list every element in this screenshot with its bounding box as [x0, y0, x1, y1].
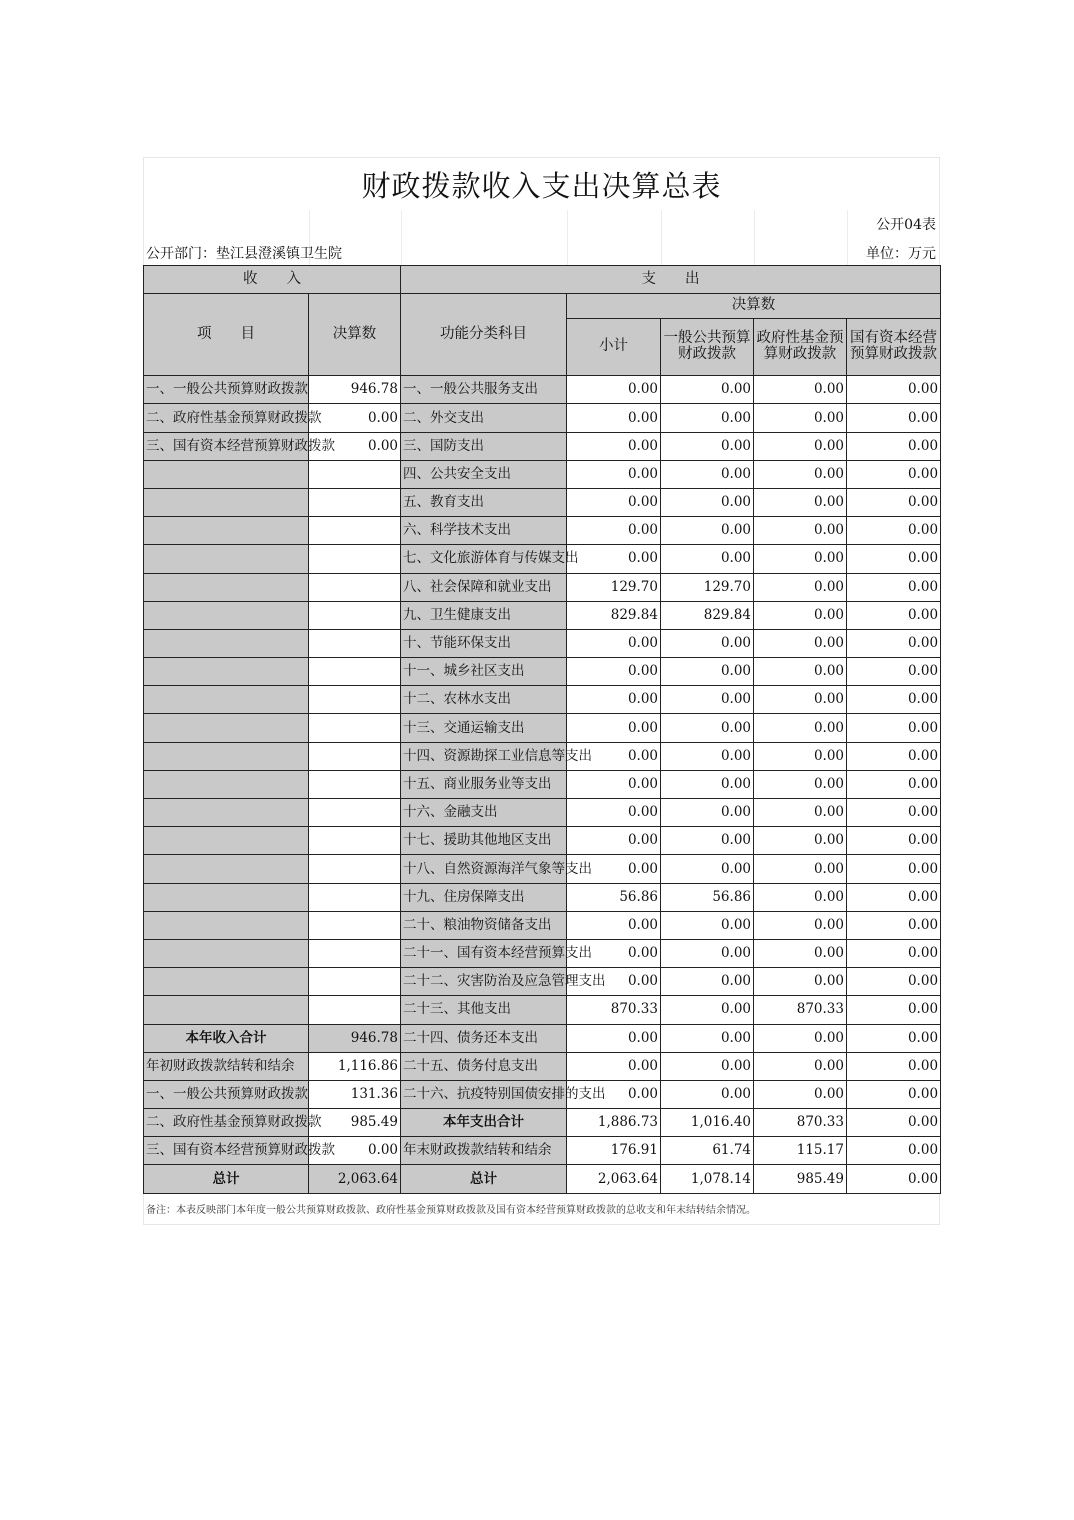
income-amount-cell: 0.00: [309, 432, 401, 460]
income-item-cell: [144, 827, 309, 855]
note-row: [143, 1194, 940, 1225]
table-row: [144, 686, 941, 714]
state-capital-cell: 0.00: [847, 517, 941, 545]
fund-budget-cell: 0.00: [754, 658, 847, 686]
state-capital-cell: 0.00: [847, 1165, 941, 1193]
expense-item-cell: 二十四、债务还本支出: [401, 1024, 567, 1052]
general-budget-cell: 0.00: [661, 1024, 754, 1052]
state-capital-cell: 0.00: [847, 742, 941, 770]
state-capital-cell: 0.00: [847, 855, 941, 883]
subtotal-cell: 0.00: [567, 714, 661, 742]
table-row: [144, 573, 941, 601]
state-header: 国有资本经营预算财政拨款: [847, 319, 941, 376]
unit-label: 单位：万元: [866, 246, 936, 262]
meta-row: [143, 210, 940, 265]
state-capital-cell: 0.00: [847, 996, 941, 1024]
table-row: [144, 404, 941, 432]
state-capital-cell: 0.00: [847, 1052, 941, 1080]
state-capital-cell: 0.00: [847, 827, 941, 855]
state-capital-cell: 0.00: [847, 939, 941, 967]
fund-budget-cell: 0.00: [754, 432, 847, 460]
expense-header: 支 出: [401, 266, 941, 294]
fund-budget-cell: 0.00: [754, 799, 847, 827]
income-item-cell: [144, 714, 309, 742]
subtotal-cell: 129.70: [567, 573, 661, 601]
table-row: [144, 855, 941, 883]
state-capital-cell: 0.00: [847, 658, 941, 686]
table-row: [144, 742, 941, 770]
income-item-cell: 年初财政拨款结转和结余: [144, 1052, 309, 1080]
expense-item-cell: 十九、住房保障支出: [401, 883, 567, 911]
general-budget-cell: 129.70: [661, 573, 754, 601]
amount-header: 决算数: [309, 294, 401, 376]
expense-item-cell: 三、国防支出: [401, 432, 567, 460]
subtotal-cell: 0.00: [567, 488, 661, 516]
subtotal-cell: 870.33: [567, 996, 661, 1024]
income-item-cell: [144, 460, 309, 488]
income-amount-cell: [309, 996, 401, 1024]
fund-budget-cell: 0.00: [754, 1080, 847, 1108]
income-amount-cell: [309, 601, 401, 629]
subtotal-cell: 2,063.64: [567, 1165, 661, 1193]
income-item-cell: 一、一般公共预算财政拨款: [144, 376, 309, 404]
subtotal-cell: 0.00: [567, 404, 661, 432]
state-capital-cell: 0.00: [847, 911, 941, 939]
income-item-cell: [144, 855, 309, 883]
state-capital-cell: 0.00: [847, 601, 941, 629]
fund-budget-cell: 870.33: [754, 996, 847, 1024]
income-amount-cell: 2,063.64: [309, 1165, 401, 1193]
general-budget-cell: 0.00: [661, 827, 754, 855]
expense-item-cell: 十八、自然资源海洋气象等支出: [401, 855, 567, 883]
fund-budget-cell: 0.00: [754, 1024, 847, 1052]
expense-item-cell: 二十二、灾害防治及应急管理支出: [401, 968, 567, 996]
subtotal-cell: 0.00: [567, 686, 661, 714]
subtotal-cell: 0.00: [567, 376, 661, 404]
expense-item-cell: 九、卫生健康支出: [401, 601, 567, 629]
subtotal-cell: 0.00: [567, 939, 661, 967]
expense-item-cell: 二十六、抗疫特别国债安排的支出: [401, 1080, 567, 1108]
func-header: 功能分类科目: [401, 294, 567, 376]
fund-budget-cell: 0.00: [754, 686, 847, 714]
income-amount-cell: 0.00: [309, 1137, 401, 1165]
subtotal-cell: 0.00: [567, 629, 661, 657]
expense-item-cell: 二十五、债务付息支出: [401, 1052, 567, 1080]
general-budget-cell: 1,016.40: [661, 1109, 754, 1137]
income-amount-cell: [309, 742, 401, 770]
table-row: [144, 629, 941, 657]
expense-item-cell: 二十、粮油物资储备支出: [401, 911, 567, 939]
table-row: [144, 601, 941, 629]
expense-item-cell: 十七、援助其他地区支出: [401, 827, 567, 855]
table-row: [144, 883, 941, 911]
table-row: [144, 770, 941, 798]
table-row: [144, 799, 941, 827]
fund-budget-cell: 0.00: [754, 517, 847, 545]
income-amount-cell: 946.78: [309, 376, 401, 404]
table-row: [144, 545, 941, 573]
subtotal-cell: 0.00: [567, 517, 661, 545]
income-amount-cell: [309, 658, 401, 686]
general-budget-cell: 0.00: [661, 770, 754, 798]
income-item-cell: 总计: [144, 1165, 309, 1193]
table-row: [144, 1137, 941, 1165]
income-amount-cell: [309, 686, 401, 714]
income-item-cell: [144, 488, 309, 516]
subtotal-cell: 0.00: [567, 799, 661, 827]
income-amount-cell: [309, 911, 401, 939]
subtotal-header: 小计: [567, 319, 661, 376]
general-budget-cell: 0.00: [661, 488, 754, 516]
income-item-cell: [144, 686, 309, 714]
table-row: [144, 714, 941, 742]
income-item-cell: [144, 629, 309, 657]
expense-item-cell: 八、社会保障和就业支出: [401, 573, 567, 601]
state-capital-cell: 0.00: [847, 545, 941, 573]
fund-budget-cell: 0.00: [754, 545, 847, 573]
fund-budget-cell: 0.00: [754, 883, 847, 911]
fund-budget-cell: 0.00: [754, 488, 847, 516]
general-budget-cell: 0.00: [661, 968, 754, 996]
income-item-cell: 三、国有资本经营预算财政拨款: [144, 1137, 309, 1165]
income-item-cell: [144, 939, 309, 967]
income-amount-cell: [309, 517, 401, 545]
income-amount-cell: 0.00: [309, 404, 401, 432]
expense-item-cell: 十五、商业服务业等支出: [401, 770, 567, 798]
general-budget-cell: 1,078.14: [661, 1165, 754, 1193]
expense-item-cell: 一、一般公共服务支出: [401, 376, 567, 404]
general-budget-cell: 0.00: [661, 1052, 754, 1080]
table-row: [144, 460, 941, 488]
general-budget-cell: 0.00: [661, 629, 754, 657]
fund-budget-cell: 0.00: [754, 376, 847, 404]
expense-item-cell: 二、外交支出: [401, 404, 567, 432]
fund-budget-cell: 870.33: [754, 1109, 847, 1137]
subtotal-cell: 0.00: [567, 911, 661, 939]
fund-budget-cell: 115.17: [754, 1137, 847, 1165]
state-capital-cell: 0.00: [847, 376, 941, 404]
subtotal-cell: 0.00: [567, 742, 661, 770]
general-budget-cell: 0.00: [661, 1080, 754, 1108]
expense-item-cell: 本年支出合计: [401, 1109, 567, 1137]
table-row: [144, 517, 941, 545]
income-item-cell: [144, 742, 309, 770]
state-capital-cell: 0.00: [847, 968, 941, 996]
income-item-cell: 二、政府性基金预算财政拨款: [144, 404, 309, 432]
footnote: 备注：本表反映部门本年度一般公共预算财政拨款、政府性基金预算财政拨款及国有资本经营预算财政拨款的总收支和年末结转结余情况。: [146, 1204, 756, 1216]
income-item-cell: [144, 573, 309, 601]
state-capital-cell: 0.00: [847, 714, 941, 742]
general-budget-cell: 0.00: [661, 911, 754, 939]
general-budget-cell: 829.84: [661, 601, 754, 629]
subtotal-cell: 0.00: [567, 658, 661, 686]
subtotal-cell: 0.00: [567, 545, 661, 573]
income-amount-cell: [309, 629, 401, 657]
general-budget-cell: 0.00: [661, 996, 754, 1024]
expense-item-cell: 总计: [401, 1165, 567, 1193]
income-amount-cell: [309, 488, 401, 516]
income-amount-cell: [309, 573, 401, 601]
income-item-cell: [144, 968, 309, 996]
income-amount-cell: 946.78: [309, 1024, 401, 1052]
department-label: 公开部门：垫江县澄溪镇卫生院: [146, 246, 342, 262]
income-amount-cell: [309, 968, 401, 996]
title-row: [143, 157, 940, 210]
form-number: 公开04表: [876, 217, 936, 233]
state-capital-cell: 0.00: [847, 488, 941, 516]
general-budget-cell: 0.00: [661, 742, 754, 770]
final-header: 决算数: [567, 294, 941, 319]
table-row: [144, 1024, 941, 1052]
general-budget-cell: 0.00: [661, 545, 754, 573]
subtotal-cell: 176.91: [567, 1137, 661, 1165]
fund-budget-cell: 0.00: [754, 855, 847, 883]
subtotal-cell: 0.00: [567, 1024, 661, 1052]
table-row: [144, 1080, 941, 1108]
income-item-cell: [144, 601, 309, 629]
subtotal-cell: 0.00: [567, 770, 661, 798]
income-amount-cell: [309, 827, 401, 855]
fund-budget-cell: 0.00: [754, 573, 847, 601]
expense-item-cell: 年末财政拨款结转和结余: [401, 1137, 567, 1165]
expense-item-cell: 五、教育支出: [401, 488, 567, 516]
subtotal-cell: 0.00: [567, 460, 661, 488]
general-header: 一般公共预算财政拨款: [661, 319, 754, 376]
income-item-cell: 一、一般公共预算财政拨款: [144, 1080, 309, 1108]
income-amount-cell: [309, 545, 401, 573]
fund-budget-cell: 0.00: [754, 601, 847, 629]
income-header: 收 入: [144, 266, 401, 294]
page-title: 财政拨款收入支出决算总表: [361, 168, 722, 203]
general-budget-cell: 56.86: [661, 883, 754, 911]
general-budget-cell: 0.00: [661, 939, 754, 967]
expense-item-cell: 二十一、国有资本经营预算支出: [401, 939, 567, 967]
general-budget-cell: 0.00: [661, 714, 754, 742]
state-capital-cell: 0.00: [847, 404, 941, 432]
state-capital-cell: 0.00: [847, 686, 941, 714]
budget-table: [143, 265, 941, 1194]
subtotal-cell: 56.86: [567, 883, 661, 911]
income-amount-cell: [309, 883, 401, 911]
fund-budget-cell: 0.00: [754, 714, 847, 742]
general-budget-cell: 0.00: [661, 432, 754, 460]
table-row: [144, 996, 941, 1024]
state-capital-cell: 0.00: [847, 883, 941, 911]
table-row: [144, 658, 941, 686]
fund-budget-cell: 0.00: [754, 968, 847, 996]
table-row: [144, 1052, 941, 1080]
state-capital-cell: 0.00: [847, 629, 941, 657]
fund-budget-cell: 0.00: [754, 827, 847, 855]
fund-budget-cell: 0.00: [754, 460, 847, 488]
table-row: [144, 1165, 941, 1193]
table-row: [144, 827, 941, 855]
fund-budget-cell: 0.00: [754, 939, 847, 967]
income-item-cell: 三、国有资本经营预算财政拨款: [144, 432, 309, 460]
fund-budget-cell: 0.00: [754, 629, 847, 657]
subtotal-cell: 0.00: [567, 1052, 661, 1080]
income-amount-cell: 131.36: [309, 1080, 401, 1108]
income-item-cell: [144, 658, 309, 686]
subtotal-cell: 0.00: [567, 827, 661, 855]
income-amount-cell: 985.49: [309, 1109, 401, 1137]
general-budget-cell: 0.00: [661, 658, 754, 686]
general-budget-cell: 0.00: [661, 404, 754, 432]
fund-header: 政府性基金预算财政拨款: [754, 319, 847, 376]
expense-item-cell: 十三、交通运输支出: [401, 714, 567, 742]
income-item-cell: 二、政府性基金预算财政拨款: [144, 1109, 309, 1137]
expense-item-cell: 十一、城乡社区支出: [401, 658, 567, 686]
subtotal-cell: 829.84: [567, 601, 661, 629]
table-row: [144, 1109, 941, 1137]
income-item-cell: 本年收入合计: [144, 1024, 309, 1052]
state-capital-cell: 0.00: [847, 1080, 941, 1108]
expense-item-cell: 四、公共安全支出: [401, 460, 567, 488]
table-row: [144, 432, 941, 460]
income-item-cell: [144, 799, 309, 827]
general-budget-cell: 0.00: [661, 799, 754, 827]
income-item-cell: [144, 770, 309, 798]
expense-item-cell: 二十三、其他支出: [401, 996, 567, 1024]
fund-budget-cell: 0.00: [754, 770, 847, 798]
expense-item-cell: 十二、农林水支出: [401, 686, 567, 714]
fund-budget-cell: 0.00: [754, 404, 847, 432]
state-capital-cell: 0.00: [847, 1137, 941, 1165]
income-amount-cell: 1,116.86: [309, 1052, 401, 1080]
fund-budget-cell: 0.00: [754, 1052, 847, 1080]
income-amount-cell: [309, 855, 401, 883]
income-item-cell: [144, 996, 309, 1024]
expense-item-cell: 十六、金融支出: [401, 799, 567, 827]
income-item-cell: [144, 545, 309, 573]
state-capital-cell: 0.00: [847, 770, 941, 798]
expense-item-cell: 七、文化旅游体育与传媒支出: [401, 545, 567, 573]
subtotal-cell: 0.00: [567, 855, 661, 883]
table-row: [144, 939, 941, 967]
state-capital-cell: 0.00: [847, 1109, 941, 1137]
subtotal-cell: 0.00: [567, 1080, 661, 1108]
subtotal-cell: 0.00: [567, 968, 661, 996]
state-capital-cell: 0.00: [847, 799, 941, 827]
table-row: [144, 488, 941, 516]
general-budget-cell: 0.00: [661, 460, 754, 488]
report-sheet: [143, 157, 940, 1225]
expense-item-cell: 六、科学技术支出: [401, 517, 567, 545]
table-row: [144, 376, 941, 404]
state-capital-cell: 0.00: [847, 1024, 941, 1052]
income-amount-cell: [309, 460, 401, 488]
general-budget-cell: 61.74: [661, 1137, 754, 1165]
income-amount-cell: [309, 939, 401, 967]
table-row: [144, 911, 941, 939]
subtotal-cell: 1,886.73: [567, 1109, 661, 1137]
state-capital-cell: 0.00: [847, 573, 941, 601]
income-item-cell: [144, 911, 309, 939]
income-amount-cell: [309, 799, 401, 827]
fund-budget-cell: 985.49: [754, 1165, 847, 1193]
state-capital-cell: 0.00: [847, 460, 941, 488]
general-budget-cell: 0.00: [661, 686, 754, 714]
subtotal-cell: 0.00: [567, 432, 661, 460]
income-item-cell: [144, 883, 309, 911]
table-row: [144, 968, 941, 996]
fund-budget-cell: 0.00: [754, 911, 847, 939]
fund-budget-cell: 0.00: [754, 742, 847, 770]
income-item-cell: [144, 517, 309, 545]
income-amount-cell: [309, 714, 401, 742]
general-budget-cell: 0.00: [661, 517, 754, 545]
state-capital-cell: 0.00: [847, 432, 941, 460]
item-header: 项 目: [144, 294, 309, 376]
general-budget-cell: 0.00: [661, 855, 754, 883]
expense-item-cell: 十四、资源勘探工业信息等支出: [401, 742, 567, 770]
income-amount-cell: [309, 770, 401, 798]
expense-item-cell: 十、节能环保支出: [401, 629, 567, 657]
general-budget-cell: 0.00: [661, 376, 754, 404]
